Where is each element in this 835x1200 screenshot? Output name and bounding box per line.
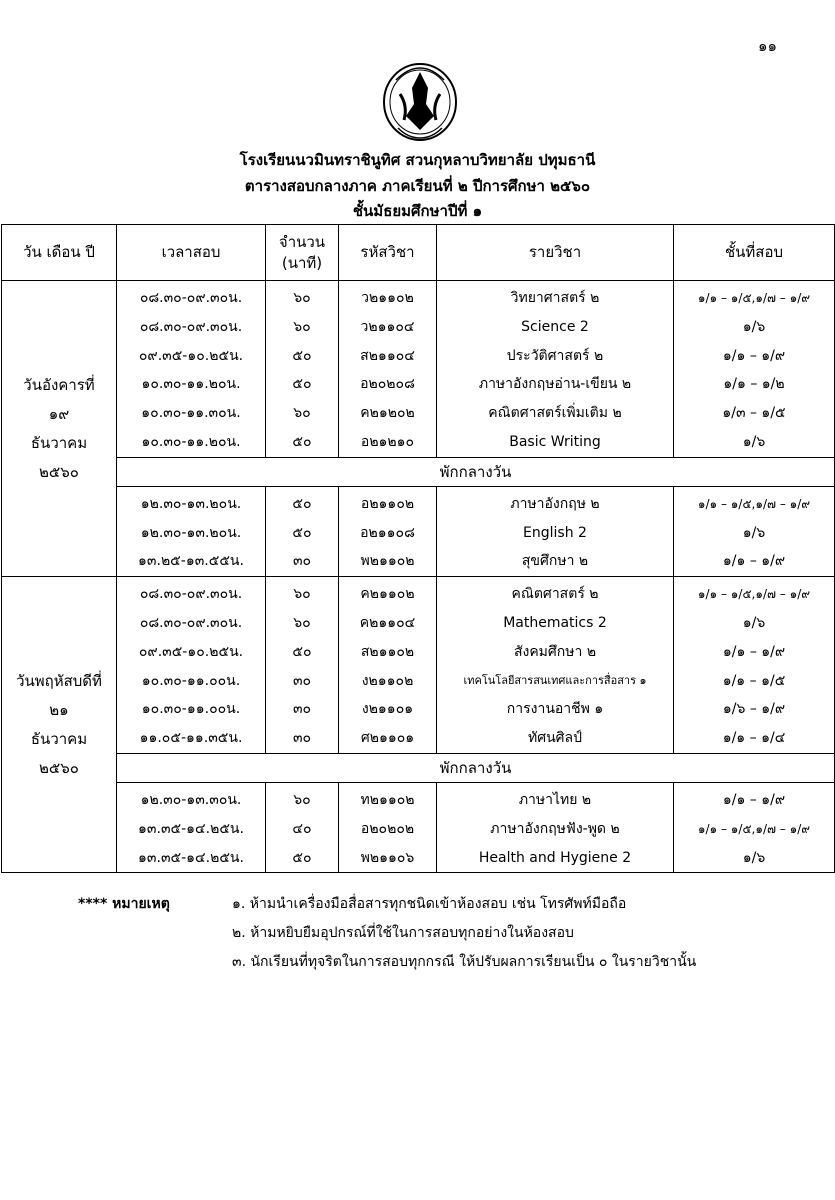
cell-time: ๑๐.๓๐-๑๑.๒๐น. bbox=[117, 370, 266, 399]
cell-minutes: ๖๐ bbox=[266, 782, 339, 814]
lunch-break-label: พักกลางวัน bbox=[117, 457, 835, 486]
cell-subject: ภาษาอังกฤษ ๒ bbox=[437, 486, 674, 518]
cell-time: ๑๓.๓๕-๑๔.๒๕น. bbox=[117, 815, 266, 844]
cell-time: ๑๓.๒๕-๑๓.๕๕น. bbox=[117, 547, 266, 576]
cell-time: ๑๐.๓๐-๑๑.๒๐น. bbox=[117, 428, 266, 457]
cell-code: ค๒๑๑๐๒ bbox=[339, 577, 437, 609]
cell-rooms: ๑/๑ – ๑/๒ bbox=[674, 370, 835, 399]
cell-rooms: ๑/๖ bbox=[674, 313, 835, 342]
cell-minutes: ๓๐ bbox=[266, 695, 339, 724]
col-header-minutes-line2: (นาที) bbox=[281, 253, 323, 272]
table-row bbox=[2, 609, 835, 638]
cell-subject: คณิตศาสตร์เพิ่มเติม ๒ bbox=[437, 399, 674, 428]
cell-code: ง๒๑๑๐๒ bbox=[339, 667, 437, 696]
cell-code: อ๒๐๒๐๒ bbox=[339, 815, 437, 844]
col-header-time: เวลาสอบ bbox=[117, 225, 266, 281]
cell-subject: ภาษาอังกฤษฟัง-พูด ๒ bbox=[437, 815, 674, 844]
table-row bbox=[2, 667, 835, 696]
cell-time: ๑๓.๓๕-๑๔.๒๕น. bbox=[117, 844, 266, 873]
table-row bbox=[2, 428, 835, 457]
cell-subject: วิทยาศาสตร์ ๒ bbox=[437, 281, 674, 313]
col-header-rooms: ชั้นที่สอบ bbox=[674, 225, 835, 281]
cell-rooms: ๑/๑ – ๑/๙ bbox=[674, 547, 835, 576]
cell-time: ๐๘.๓๐-๐๙.๓๐น. bbox=[117, 609, 266, 638]
cell-minutes: ๖๐ bbox=[266, 609, 339, 638]
cell-code: ว๒๑๑๐๔ bbox=[339, 313, 437, 342]
lunch-break-row bbox=[2, 457, 835, 486]
col-header-date: วัน เดือน ปี bbox=[2, 225, 117, 281]
lunch-break-label: พักกลางวัน bbox=[117, 753, 835, 782]
cell-code: อ๒๑๑๐๒ bbox=[339, 486, 437, 518]
table-row bbox=[2, 815, 835, 844]
cell-subject: คณิตศาสตร์ ๒ bbox=[437, 577, 674, 609]
table-row bbox=[2, 695, 835, 724]
cell-code: อ๒๐๒๐๘ bbox=[339, 370, 437, 399]
table-row bbox=[2, 313, 835, 342]
table-row bbox=[2, 486, 835, 518]
table-row bbox=[2, 577, 835, 609]
exam-date-line: ธันวาคม bbox=[30, 729, 88, 748]
exam-date-line: วันอังคารที่ bbox=[23, 375, 95, 394]
cell-time: ๑๑.๐๕-๑๑.๓๕น. bbox=[117, 724, 266, 753]
cell-minutes: ๕๐ bbox=[266, 370, 339, 399]
table-row bbox=[2, 342, 835, 371]
cell-code: ท๒๑๑๐๒ bbox=[339, 782, 437, 814]
cell-time: ๐๘.๓๐-๐๙.๓๐น. bbox=[117, 313, 266, 342]
table-row bbox=[2, 724, 835, 753]
cell-minutes: ๕๐ bbox=[266, 519, 339, 548]
cell-time: ๑๐.๓๐-๑๑.๐๐น. bbox=[117, 695, 266, 724]
cell-code: ศ๒๑๑๐๑ bbox=[339, 724, 437, 753]
cell-subject: ประวัติศาสตร์ ๒ bbox=[437, 342, 674, 371]
cell-code: ค๒๑๑๐๔ bbox=[339, 609, 437, 638]
cell-code: พ๒๑๑๐๖ bbox=[339, 844, 437, 873]
cell-subject: Basic Writing bbox=[437, 428, 674, 457]
cell-minutes: ๓๐ bbox=[266, 547, 339, 576]
cell-rooms: ๑/๖ bbox=[674, 609, 835, 638]
table-row bbox=[2, 547, 835, 576]
cell-rooms: ๑/๑ – ๑/๕ bbox=[674, 667, 835, 696]
cell-code: ส๒๑๑๐๒ bbox=[339, 638, 437, 667]
cell-subject: สุขศึกษา ๒ bbox=[437, 547, 674, 576]
cell-rooms: ๑/๖ bbox=[674, 428, 835, 457]
cell-time: ๐๙.๓๕-๑๐.๒๕น. bbox=[117, 638, 266, 667]
cell-rooms: ๑/๑ – ๑/๕,๑/๗ – ๑/๙ bbox=[674, 577, 835, 609]
exam-date-cell bbox=[2, 577, 117, 873]
exam-schedule-table bbox=[1, 224, 835, 873]
table-row bbox=[2, 638, 835, 667]
grade-level: ชั้นมัธยมศึกษาปีที่ ๑ bbox=[352, 202, 483, 220]
col-header-minutes bbox=[266, 225, 339, 281]
cell-subject: Mathematics 2 bbox=[437, 609, 674, 638]
cell-subject: English 2 bbox=[437, 519, 674, 548]
cell-rooms: ๑/๑ – ๑/๙ bbox=[674, 782, 835, 814]
cell-code: อ๒๑๑๐๘ bbox=[339, 519, 437, 548]
note-item: ๓. นักเรียนที่ทุจริตในการสอบทุกกรณี ให้ปรับผลการเรียนเป็น ๐ ในรายวิชานั้น bbox=[232, 954, 697, 970]
cell-minutes: ๖๐ bbox=[266, 399, 339, 428]
exam-date-line: ๒๕๖๐ bbox=[39, 758, 79, 777]
header-row bbox=[2, 225, 835, 281]
exam-date-line: วันพฤหัสบดีที่ bbox=[16, 671, 102, 690]
cell-minutes: ๖๐ bbox=[266, 313, 339, 342]
cell-time: ๑๒.๓๐-๑๓.๒๐น. bbox=[117, 486, 266, 518]
cell-minutes: ๕๐ bbox=[266, 844, 339, 873]
document-title: ตารางสอบกลางภาค ภาคเรียนที่ ๒ ปีการศึกษา ๒๕๖๐ bbox=[244, 177, 591, 195]
cell-subject: ภาษาไทย ๒ bbox=[437, 782, 674, 814]
cell-time: ๑๒.๓๐-๑๓.๒๐น. bbox=[117, 519, 266, 548]
cell-time: ๐๙.๓๕-๑๐.๒๕น. bbox=[117, 342, 266, 371]
note-item: ๑. ห้ามนำเครื่องมือสื่อสารทุกชนิดเข้าห้องสอบ เช่น โทรศัพท์มือถือ bbox=[232, 896, 627, 912]
col-header-minutes-line1: จำนวน bbox=[278, 232, 326, 251]
table-row bbox=[2, 399, 835, 428]
exam-date-line: ๒๑ bbox=[49, 700, 69, 719]
school-name: โรงเรียนนวมินทราชินูทิศ สวนกุหลาบวิทยาลัย ปทุมธานี bbox=[239, 151, 596, 169]
cell-subject: ทัศนศิลป์ bbox=[437, 724, 674, 753]
page-number: ๑๑ bbox=[757, 37, 777, 55]
cell-minutes: ๕๐ bbox=[266, 638, 339, 667]
notes-label: **** หมายเหตุ bbox=[78, 896, 170, 912]
exam-date-line: ๑๙ bbox=[48, 404, 70, 423]
col-header-subject: รายวิชา bbox=[437, 225, 674, 281]
cell-minutes: ๖๐ bbox=[266, 577, 339, 609]
cell-subject: เทคโนโลยีสารสนเทศและการสื่อสาร ๑ bbox=[437, 667, 674, 696]
cell-rooms: ๑/๖ bbox=[674, 519, 835, 548]
cell-code: อ๒๑๒๑๐ bbox=[339, 428, 437, 457]
table-row bbox=[2, 519, 835, 548]
table-row bbox=[2, 370, 835, 399]
cell-time: ๐๘.๓๐-๐๙.๓๐น. bbox=[117, 577, 266, 609]
cell-code: พ๒๑๑๐๒ bbox=[339, 547, 437, 576]
cell-rooms: ๑/๑ – ๑/๙ bbox=[674, 342, 835, 371]
exam-date-line: ธันวาคม bbox=[30, 433, 88, 452]
cell-subject: Science 2 bbox=[437, 313, 674, 342]
cell-code: ส๒๑๑๐๔ bbox=[339, 342, 437, 371]
cell-code: ว๒๑๑๐๒ bbox=[339, 281, 437, 313]
exam-date-cell bbox=[2, 281, 117, 577]
cell-minutes: ๕๐ bbox=[266, 428, 339, 457]
table-row bbox=[2, 281, 835, 313]
cell-rooms: ๑/๑ – ๑/๕,๑/๗ – ๑/๙ bbox=[674, 486, 835, 518]
cell-code: ค๒๑๒๐๒ bbox=[339, 399, 437, 428]
cell-time: ๑๒.๓๐-๑๓.๓๐น. bbox=[117, 782, 266, 814]
cell-code: ง๒๑๑๐๑ bbox=[339, 695, 437, 724]
cell-minutes: ๕๐ bbox=[266, 486, 339, 518]
cell-minutes: ๕๐ bbox=[266, 342, 339, 371]
note-item: ๒. ห้ามหยิบยืมอุปกรณ์ที่ใช้ในการสอบทุกอย่างในห้องสอบ bbox=[232, 925, 574, 941]
col-header-code: รหัสวิชา bbox=[339, 225, 437, 281]
cell-minutes: ๔๐ bbox=[266, 815, 339, 844]
cell-rooms: ๑/๖ bbox=[674, 844, 835, 873]
lunch-break-row bbox=[2, 753, 835, 782]
table-row bbox=[2, 844, 835, 873]
cell-subject: การงานอาชีพ ๑ bbox=[437, 695, 674, 724]
cell-time: ๑๐.๓๐-๑๑.๓๐น. bbox=[117, 399, 266, 428]
cell-rooms: ๑/๑ – ๑/๕,๑/๗ – ๑/๙ bbox=[674, 815, 835, 844]
cell-time: ๑๐.๓๐-๑๑.๐๐น. bbox=[117, 667, 266, 696]
cell-minutes: ๓๐ bbox=[266, 667, 339, 696]
cell-subject: ภาษาอังกฤษอ่าน-เขียน ๒ bbox=[437, 370, 674, 399]
cell-minutes: ๓๐ bbox=[266, 724, 339, 753]
exam-date-line: ๒๕๖๐ bbox=[39, 462, 79, 481]
cell-rooms: ๑/๑ – ๑/๙ bbox=[674, 638, 835, 667]
cell-subject: Health and Hygiene 2 bbox=[437, 844, 674, 873]
cell-rooms: ๑/๑ – ๑/๕,๑/๗ – ๑/๙ bbox=[674, 281, 835, 313]
school-emblem bbox=[378, 58, 462, 146]
cell-rooms: ๑/๖ – ๑/๙ bbox=[674, 695, 835, 724]
cell-time: ๐๘.๓๐-๐๙.๓๐น. bbox=[117, 281, 266, 313]
cell-subject: สังคมศึกษา ๒ bbox=[437, 638, 674, 667]
table-row bbox=[2, 782, 835, 814]
cell-rooms: ๑/๓ – ๑/๕ bbox=[674, 399, 835, 428]
cell-minutes: ๖๐ bbox=[266, 281, 339, 313]
cell-rooms: ๑/๑ – ๑/๔ bbox=[674, 724, 835, 753]
